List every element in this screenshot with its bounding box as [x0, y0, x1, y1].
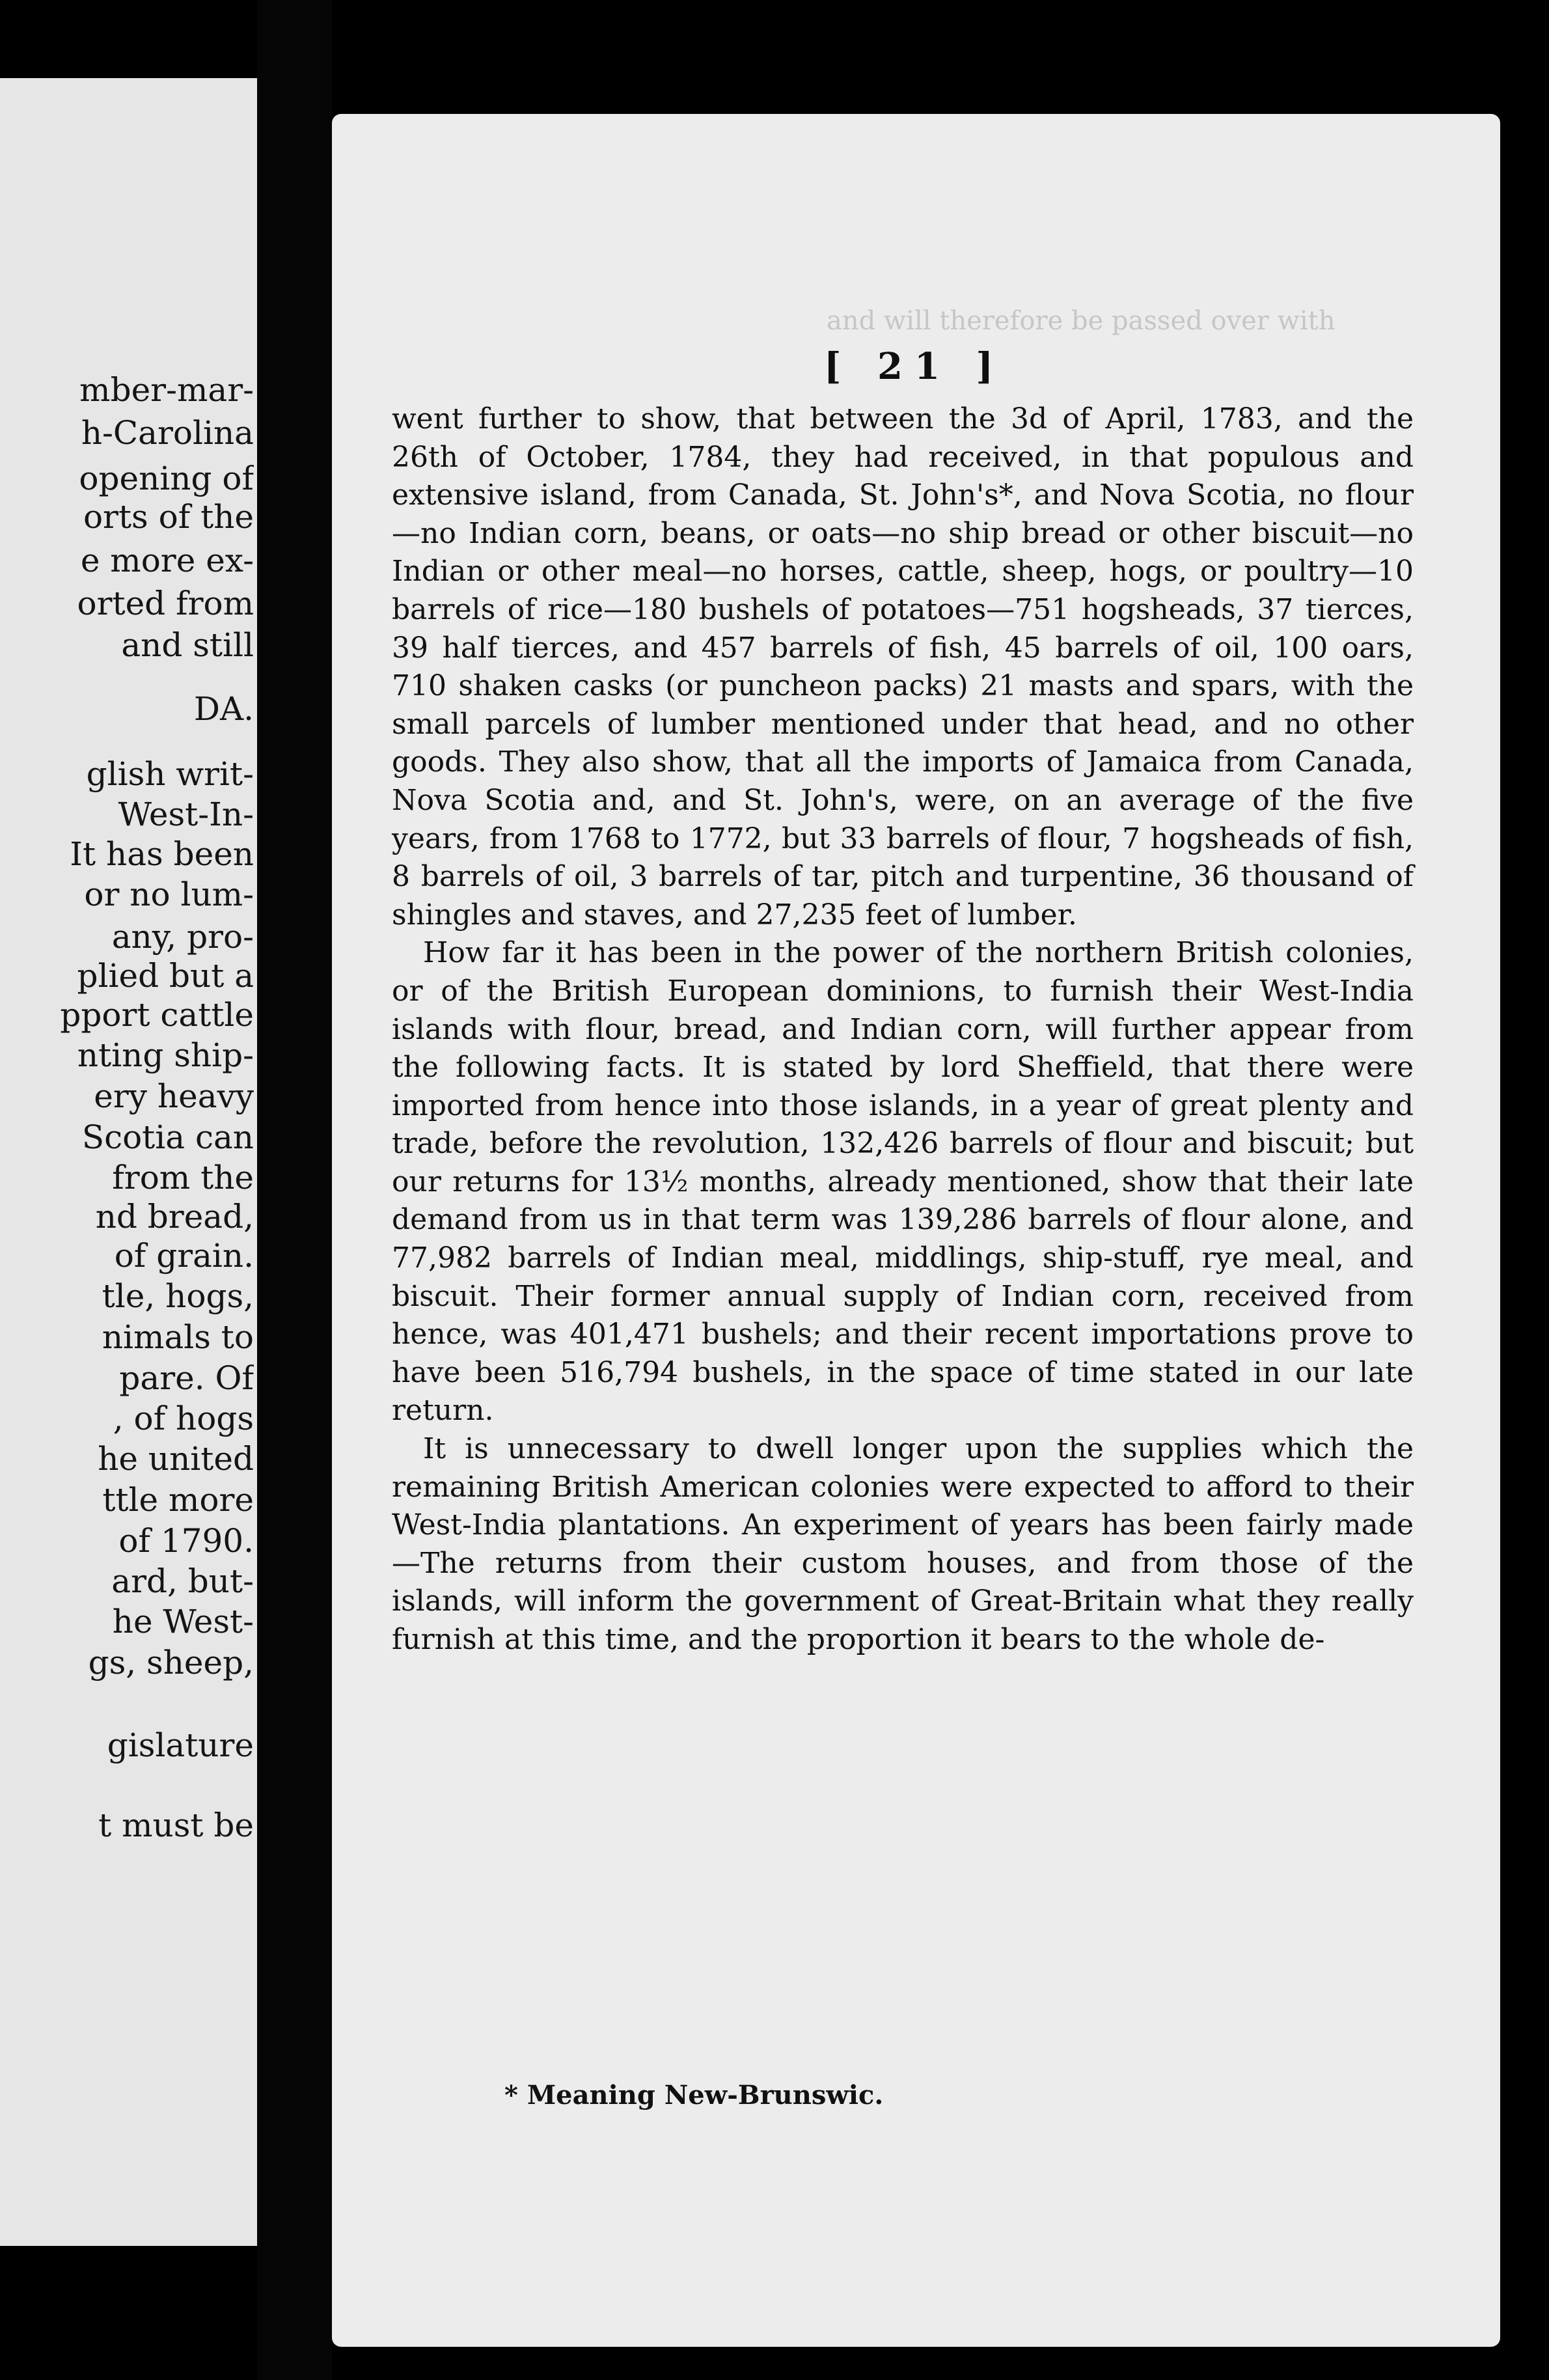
paragraph-2: How far it has been in the power of the northern British colonies, or of the British European dominions, to furnish their West-India islands with flour, bread, and Indian corn, will further appear from the following facts. It is stated by lord Sheffield, that there were imported from hence into those islands, in a year of great plenty and trade, before the revolution, 132,426 barrels of flour and biscuit; but our returns for 13½ months, already mentioned, show that their late demand from us in that term was 139,286 barrels of flour alone, and 77,982 barrels of Indian meal, middlings, ship-stuff, rye meal, and biscuit. Their former annual supply of Indian corn, received from hence, was 401,471 bushels; and their recent importations prove to have been 516,794 bushels, in the space of time stated in our late return. — [392, 936, 1414, 1428]
book-gutter — [257, 0, 332, 2380]
left-page-line: ttle more — [102, 1481, 254, 1519]
left-page-line: ery heavy — [94, 1077, 254, 1115]
paragraph-1: went further to show, that between the 3d of April, 1783, and the 26th of October, 1784, they had received, in that populous and extensive island, from Canada, St. John's*, and Nova Scotia, no flour—no Indian corn, beans, or oats—no ship bread or other biscuit—no Indian or other meal—no horses, cattle, sheep, hogs, or poultry—10 barrels of rice—180 bushels of potatoes—751 hogsheads, 37 tierces, 39 half tierces, and 457 barrels of fish, 45 barrels of oil, 100 oars, 710 shaken casks (or puncheon packs) 21 masts and spars, with the small parcels of lumber mentioned under that head, and no other goods. They also show, that all the imports of Jamaica from Canada, Nova Scotia and, and St. John's, were, on an average of the five years, from 1768 to 1772, but 33 barrels of flour, 7 hogsheads of fish, 8 barrels of oil, 3 barrels of tar, pitch and turpentine, 36 thousand of shingles and staves, and 27,235 feet of lumber. — [392, 402, 1414, 932]
footnote: * Meaning New-Brunswic. — [504, 2080, 884, 2110]
left-page-line: any, pro- — [111, 918, 254, 956]
left-page-line: and still — [121, 626, 254, 664]
paragraph-3: It is unnecessary to dwell longer upon the supplies which the remaining British American colonies were expected to afford to their West-India plantations. An experiment of years has been fairly made—The returns from their custom houses, and from those of the islands, will inform the government of Great-Britain what they really furnish at this time, and the proportion it bears to the whole de- — [392, 1432, 1414, 1656]
left-page-line: opening of — [79, 460, 254, 497]
left-page-line: orts of the — [83, 498, 254, 536]
right-page — [332, 114, 1500, 2347]
left-page-line: West-In- — [118, 796, 254, 833]
left-page-line: gislature — [107, 1726, 254, 1764]
left-page-line: Scotia can — [81, 1118, 254, 1156]
left-page-line: e more ex- — [80, 542, 254, 579]
left-page-line: from the — [112, 1159, 254, 1197]
left-page-line: orted from — [77, 585, 254, 622]
left-page-line: nimals to — [102, 1318, 254, 1356]
left-page-fragment — [0, 78, 257, 2246]
left-page-line: mber-mar- — [79, 371, 254, 409]
left-page-line: of 1790. — [118, 1522, 254, 1560]
left-page-line: It has been — [70, 835, 254, 873]
left-page-line: nting ship- — [77, 1036, 254, 1074]
left-page-line: DA. — [193, 690, 254, 728]
left-page-line: he united — [98, 1440, 254, 1478]
left-page-line: t must be — [98, 1806, 254, 1844]
body-text — [392, 400, 1414, 1659]
left-page-line: pare. Of — [119, 1359, 254, 1397]
left-page-line: ard, but- — [111, 1562, 254, 1600]
left-page-line: tle, hogs, — [102, 1277, 254, 1315]
page-number: [ 21 ] — [824, 345, 1005, 388]
left-page-line: he West- — [112, 1603, 254, 1640]
left-page-line: of grain. — [114, 1237, 254, 1275]
bleed-through-text: and will therefore be passed over with — [827, 306, 1336, 336]
left-page-line: pport cattle — [60, 996, 254, 1034]
left-page-line: , of hogs — [113, 1400, 254, 1437]
left-page-line: nd bread, — [95, 1198, 254, 1236]
left-page-line: glish writ- — [86, 755, 254, 793]
left-page-line: h-Carolina — [81, 414, 254, 452]
left-page-line: gs, sheep, — [88, 1644, 254, 1681]
left-page-line: or no lum- — [84, 876, 254, 913]
left-page-line: plied but a — [77, 957, 254, 995]
